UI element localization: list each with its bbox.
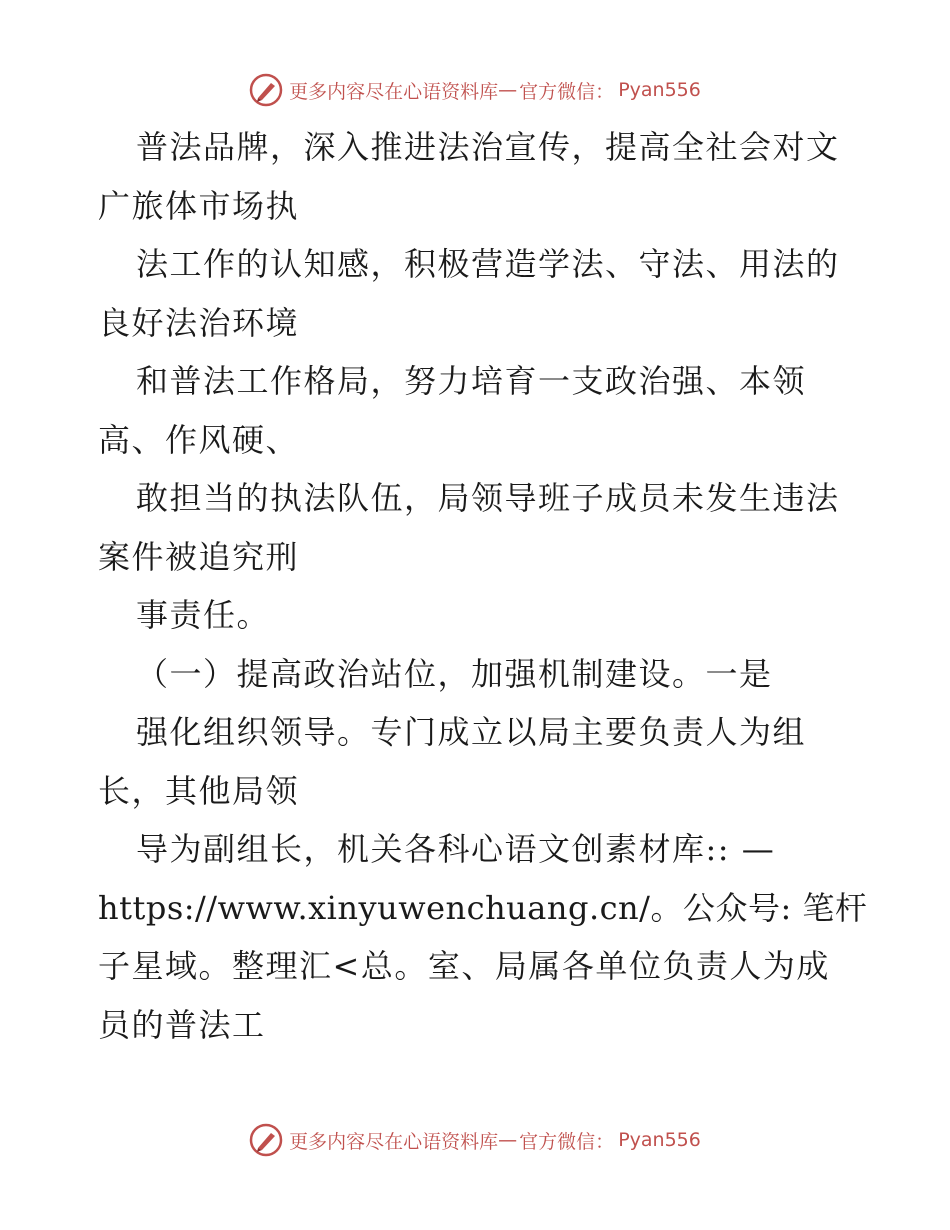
footer-watermark [0, 1120, 950, 1160]
text-line: 子星域。整理汇<总。室、局属各单位负责人为成 [98, 947, 830, 985]
banner-wechat-id: Pyan556 [618, 1129, 701, 1151]
text-line: 导为副组长，机关各科心语文创素材库:: — [136, 830, 776, 868]
text-line: 普法品牌，深入推进法治宣传，提高全社会对文 [136, 128, 840, 166]
header-watermark [0, 70, 950, 110]
pen-logo-icon [249, 1123, 283, 1157]
text-line: （一）提高政治站位，加强机制建设。一是 [136, 654, 773, 693]
banner-brand: 更多内容尽在心语资料库 [289, 1130, 499, 1153]
document-body [98, 118, 868, 1054]
text-line: 和普法工作格局，努力培育一支政治强、本领 [136, 362, 807, 400]
text-line: 强化组织领导。专门成立以局主要负责人为组 [136, 713, 807, 751]
banner-wechat-label: 官方微信： [519, 1130, 615, 1153]
text-line: 法工作的认知感，积极营造学法、守法、用法的 [136, 245, 840, 283]
text-line: 良好法治环境 [98, 303, 300, 342]
text-line: 高、作风硬、 [98, 420, 300, 459]
text-line: 长，其他局领 [98, 771, 300, 810]
text-line: 事责任。 [136, 596, 271, 634]
text-line: 员的普法工 [98, 1005, 266, 1044]
banner-brand: 更多内容尽在心语资料库 [289, 80, 499, 103]
pen-logo-icon [249, 73, 283, 107]
text-line: 广旅体市场执 [98, 186, 300, 225]
text-line: 敢担当的执法队伍，局领导班子成员未发生违法 [136, 479, 840, 517]
text-line: https://www.xinyuwenchuang.cn/。公众号: 笔杆 [98, 888, 868, 927]
banner-wechat-id: Pyan556 [618, 79, 701, 101]
banner-dash: — [498, 1129, 518, 1151]
banner-wechat-label: 官方微信： [519, 80, 615, 103]
banner-dash: — [498, 79, 518, 101]
text-line: 案件被追究刑 [98, 537, 300, 576]
